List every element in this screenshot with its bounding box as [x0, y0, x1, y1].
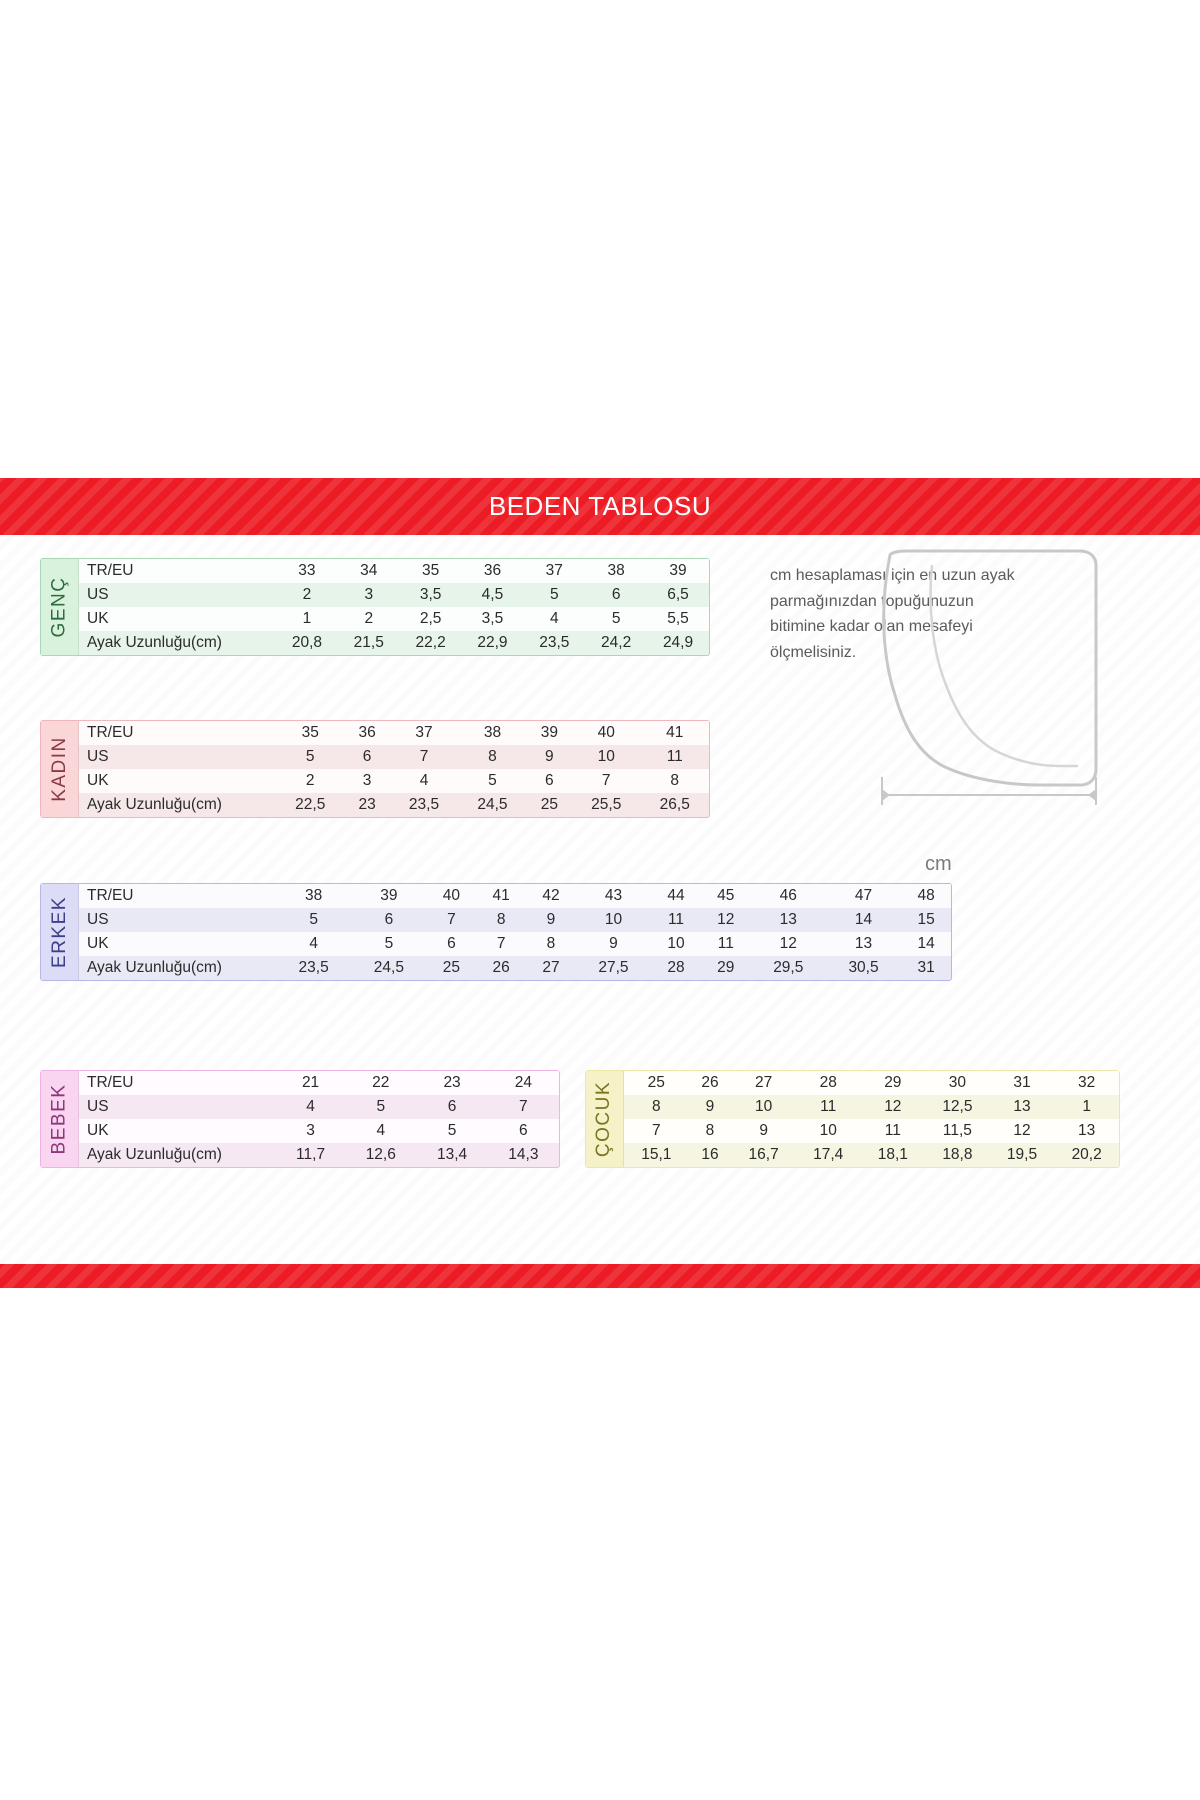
cell: 2	[276, 769, 344, 793]
table-row	[79, 908, 951, 932]
size-table-cocuk	[624, 1071, 1119, 1167]
cell: 5	[585, 607, 647, 631]
cell: 10	[651, 932, 701, 956]
cell: 12	[701, 908, 751, 932]
cell: 2	[276, 583, 338, 607]
size-block-cocuk	[585, 1070, 1120, 1168]
table-row	[79, 769, 709, 793]
cell: 11	[651, 908, 701, 932]
cell: 1	[276, 607, 338, 631]
size-block-erkek-label	[41, 884, 79, 980]
cell: 39	[351, 884, 426, 908]
cell: 32	[1054, 1071, 1119, 1095]
table-row	[79, 607, 709, 631]
cell: 24,5	[351, 956, 426, 980]
cell: 7	[390, 745, 458, 769]
cell: 30,5	[826, 956, 901, 980]
table-row	[79, 583, 709, 607]
table-row	[79, 721, 709, 745]
table-row	[79, 1143, 559, 1167]
cell: 6	[344, 745, 389, 769]
cell: 4	[276, 932, 351, 956]
size-block-erkek-label-text: ERKEK	[48, 896, 70, 968]
cell: 25	[427, 956, 477, 980]
cell: 34	[338, 559, 400, 583]
cell: 24,5	[458, 793, 526, 817]
table-row	[79, 932, 951, 956]
cell: 31	[901, 956, 951, 980]
cell: 11	[861, 1119, 926, 1143]
cell: 7	[476, 932, 526, 956]
table-row	[624, 1095, 1119, 1119]
header-bar	[0, 478, 1200, 535]
table-row	[79, 559, 709, 583]
cell: 25,5	[572, 793, 640, 817]
cell: 24,2	[585, 631, 647, 655]
row-header: US	[79, 745, 276, 769]
cell: 20,2	[1054, 1143, 1119, 1167]
cell: 27,5	[576, 956, 651, 980]
cell: 21	[276, 1071, 345, 1095]
cell: 8	[458, 745, 526, 769]
table-row	[624, 1071, 1119, 1095]
cell: 12,6	[345, 1143, 416, 1167]
cell: 18,1	[861, 1143, 926, 1167]
row-header: TR/EU	[79, 884, 276, 908]
cell: 6,5	[647, 583, 709, 607]
table-row	[624, 1119, 1119, 1143]
size-table-erkek	[79, 884, 951, 980]
cell: 4	[390, 769, 458, 793]
cell: 13	[1054, 1119, 1119, 1143]
cell: 4	[276, 1095, 345, 1119]
cell: 5,5	[647, 607, 709, 631]
cell: 3	[344, 769, 389, 793]
size-block-bebek-label-text: BEBEK	[48, 1083, 70, 1155]
cell: 9	[689, 1095, 732, 1119]
cell: 18,8	[925, 1143, 990, 1167]
cell: 36	[344, 721, 389, 745]
cell: 3	[276, 1119, 345, 1143]
size-table-genc	[79, 559, 709, 655]
cm-measure-label: cm	[925, 853, 952, 875]
cell: 42	[526, 884, 576, 908]
cell: 41	[476, 884, 526, 908]
cell: 40	[427, 884, 477, 908]
cell: 28	[796, 1071, 861, 1095]
cell: 14,3	[488, 1143, 559, 1167]
cell: 19,5	[990, 1143, 1055, 1167]
cell: 4	[345, 1119, 416, 1143]
cell: 6	[527, 769, 572, 793]
cell: 43	[576, 884, 651, 908]
foot-outline-icon	[760, 545, 1160, 865]
cell: 26,5	[640, 793, 709, 817]
cell: 40	[572, 721, 640, 745]
table-row	[79, 1095, 559, 1119]
cell: 30	[925, 1071, 990, 1095]
table-row	[79, 1119, 559, 1143]
size-block-genc	[40, 558, 710, 656]
page-title: BEDEN TABLOSU	[488, 491, 712, 521]
cell: 11,7	[276, 1143, 345, 1167]
cell: 5	[416, 1119, 487, 1143]
cell: 11	[796, 1095, 861, 1119]
cell: 20,8	[276, 631, 338, 655]
cell: 39	[647, 559, 709, 583]
cell: 12	[861, 1095, 926, 1119]
row-header: UK	[79, 1119, 276, 1143]
table-row	[79, 793, 709, 817]
cell: 1	[1054, 1095, 1119, 1119]
cell: 29,5	[751, 956, 826, 980]
size-chart-sheet	[0, 478, 1200, 1288]
cell: 9	[576, 932, 651, 956]
cell: 12	[990, 1119, 1055, 1143]
cell: 29	[861, 1071, 926, 1095]
cell: 8	[640, 769, 709, 793]
cell: 23	[344, 793, 389, 817]
cell: 36	[462, 559, 524, 583]
row-header: Ayak Uzunluğu(cm)	[79, 793, 276, 817]
row-header: UK	[79, 769, 276, 793]
cell: 24	[488, 1071, 559, 1095]
cell: 38	[458, 721, 526, 745]
cell: 8	[689, 1119, 732, 1143]
cell: 8	[624, 1095, 689, 1119]
cell: 29	[701, 956, 751, 980]
cell: 46	[751, 884, 826, 908]
cell: 26	[689, 1071, 732, 1095]
foot-diagram	[760, 545, 1160, 865]
cell: 3,5	[400, 583, 462, 607]
cell: 37	[523, 559, 585, 583]
cell: 26	[476, 956, 526, 980]
cell: 15,1	[624, 1143, 689, 1167]
cell: 39	[527, 721, 572, 745]
cell: 6	[488, 1119, 559, 1143]
cell: 13	[751, 908, 826, 932]
cell: 13	[826, 932, 901, 956]
cell: 23	[416, 1071, 487, 1095]
cell: 41	[640, 721, 709, 745]
size-block-kadin-label-text: KADIN	[48, 736, 70, 802]
size-block-cocuk-label-text: ÇOCUK	[593, 1080, 615, 1158]
cell: 22	[345, 1071, 416, 1095]
size-table-bebek	[79, 1071, 559, 1167]
cell: 4,5	[462, 583, 524, 607]
row-header: US	[79, 1095, 276, 1119]
cell: 48	[901, 884, 951, 908]
cell: 7	[488, 1095, 559, 1119]
cell: 13,4	[416, 1143, 487, 1167]
row-header: Ayak Uzunluğu(cm)	[79, 956, 276, 980]
cell: 10	[576, 908, 651, 932]
cell: 31	[990, 1071, 1055, 1095]
cell: 23,5	[390, 793, 458, 817]
cell: 13	[990, 1095, 1055, 1119]
cell: 10	[572, 745, 640, 769]
cell: 9	[527, 745, 572, 769]
row-header: Ayak Uzunluğu(cm)	[79, 631, 276, 655]
cell: 2,5	[400, 607, 462, 631]
cell: 23,5	[276, 956, 351, 980]
cell: 2	[338, 607, 400, 631]
cell: 4	[523, 607, 585, 631]
cell: 8	[476, 908, 526, 932]
cell: 15	[901, 908, 951, 932]
cell: 7	[624, 1119, 689, 1143]
cell: 6	[351, 908, 426, 932]
size-block-genc-label-text: GENÇ	[48, 576, 70, 638]
cell: 14	[901, 932, 951, 956]
cell: 9	[731, 1119, 796, 1143]
cell: 38	[276, 884, 351, 908]
cell: 22,5	[276, 793, 344, 817]
cell: 28	[651, 956, 701, 980]
table-row	[79, 956, 951, 980]
cell: 38	[585, 559, 647, 583]
cell: 11,5	[925, 1119, 990, 1143]
cell: 6	[585, 583, 647, 607]
cell: 27	[731, 1071, 796, 1095]
cell: 11	[701, 932, 751, 956]
cell: 17,4	[796, 1143, 861, 1167]
size-block-kadin-label	[41, 721, 79, 817]
cell: 5	[523, 583, 585, 607]
row-header: TR/EU	[79, 559, 276, 583]
table-row	[624, 1143, 1119, 1167]
cell: 5	[458, 769, 526, 793]
cell: 7	[427, 908, 477, 932]
cell: 33	[276, 559, 338, 583]
cell: 37	[390, 721, 458, 745]
row-header: UK	[79, 932, 276, 956]
cell: 45	[701, 884, 751, 908]
cell: 9	[526, 908, 576, 932]
cell: 11	[640, 745, 709, 769]
cell: 10	[796, 1119, 861, 1143]
cell: 21,5	[338, 631, 400, 655]
cell: 16	[689, 1143, 732, 1167]
size-block-bebek-label	[41, 1071, 79, 1167]
cell: 3	[338, 583, 400, 607]
cell: 44	[651, 884, 701, 908]
size-table-kadin	[79, 721, 709, 817]
cell: 14	[826, 908, 901, 932]
cell: 6	[416, 1095, 487, 1119]
size-block-cocuk-label	[586, 1071, 624, 1167]
row-header: Ayak Uzunluğu(cm)	[79, 1143, 276, 1167]
row-header: US	[79, 908, 276, 932]
row-header: TR/EU	[79, 1071, 276, 1095]
cell: 22,9	[462, 631, 524, 655]
size-block-erkek	[40, 883, 952, 981]
cell: 35	[276, 721, 344, 745]
row-header: US	[79, 583, 276, 607]
cell: 25	[527, 793, 572, 817]
cell: 35	[400, 559, 462, 583]
chart-body	[0, 535, 1200, 1264]
cell: 12,5	[925, 1095, 990, 1119]
cell: 22,2	[400, 631, 462, 655]
cell: 8	[526, 932, 576, 956]
cell: 3,5	[462, 607, 524, 631]
table-row	[79, 631, 709, 655]
cell: 12	[751, 932, 826, 956]
row-header: UK	[79, 607, 276, 631]
table-row	[79, 884, 951, 908]
cell: 27	[526, 956, 576, 980]
table-row	[79, 1071, 559, 1095]
size-block-genc-label	[41, 559, 79, 655]
size-block-bebek	[40, 1070, 560, 1168]
cell: 5	[276, 908, 351, 932]
cell: 5	[276, 745, 344, 769]
cell: 24,9	[647, 631, 709, 655]
cell: 5	[345, 1095, 416, 1119]
cell: 25	[624, 1071, 689, 1095]
cell: 5	[351, 932, 426, 956]
cell: 16,7	[731, 1143, 796, 1167]
cell: 7	[572, 769, 640, 793]
cell: 10	[731, 1095, 796, 1119]
size-block-kadin	[40, 720, 710, 818]
cell: 6	[427, 932, 477, 956]
cell: 47	[826, 884, 901, 908]
row-header: TR/EU	[79, 721, 276, 745]
table-row	[79, 745, 709, 769]
footer-bar	[0, 1264, 1200, 1288]
measure-instructions: cm hesaplaması için en uzun ayak parmağınızdan topuğunuzun bitimine kadar olan mesafeyi ölçmelisiniz.	[770, 567, 1015, 661]
cell: 23,5	[523, 631, 585, 655]
